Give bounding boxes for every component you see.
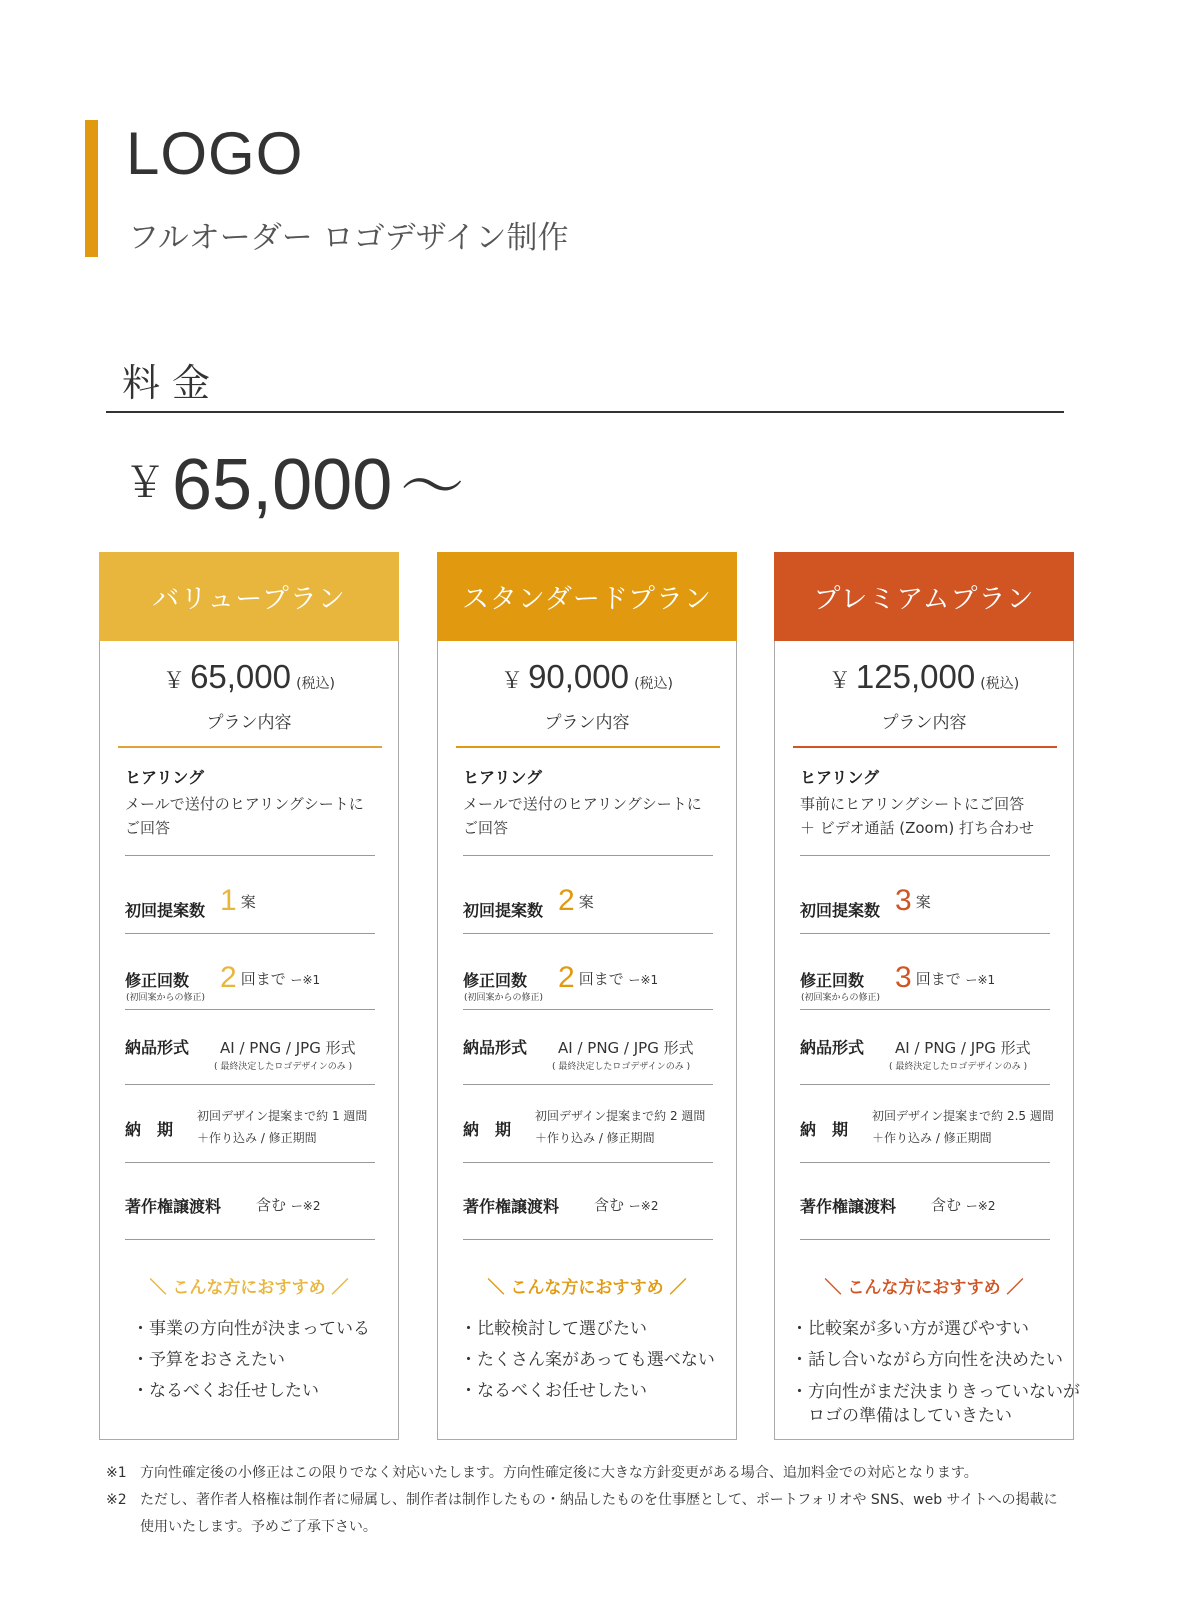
copyright-value: 含む ー※2 — [931, 1196, 996, 1214]
recommend-title: ＼ こんな方におすすめ ／ — [824, 1278, 1024, 1298]
revisions-count: 2 — [558, 961, 575, 994]
footnote-2-cont: 使用いたします。予めご了承下さい。 — [140, 1519, 377, 1535]
recommend-item: ・事業の方向性が決まっている — [132, 1319, 370, 1339]
format-value: AI / PNG / JPG 形式 — [220, 1039, 356, 1057]
plan-name: プレミアムプラン — [774, 552, 1074, 641]
plan-card-premium — [774, 552, 1080, 1440]
delivery-line-2: ＋作り込み / 修正期間 — [197, 1131, 317, 1145]
hearing-line-1: 事前にヒアリングシートにご回答 — [800, 795, 1025, 813]
hearing-label: ヒアリング — [125, 768, 205, 787]
row-divider — [800, 855, 1050, 856]
recommend-item: ・たくさん案があっても選べない — [460, 1350, 715, 1370]
copyright-label: 著作権譲渡料 — [800, 1197, 897, 1216]
row-divider — [125, 1239, 375, 1240]
starting-price — [124, 436, 464, 528]
hearing-line-1: メールで送付のヒアリングシートに — [463, 795, 702, 813]
recommend-item: ・予算をおさえたい — [132, 1350, 285, 1370]
hearing-line-1: メールで送付のヒアリングシートに — [125, 795, 364, 813]
proposals-label: 初回提案数 — [800, 901, 881, 920]
plan-price: ￥ 65,000 (税込) — [162, 658, 336, 695]
delivery-line-1: 初回デザイン提案まで約 2 週間 — [535, 1109, 706, 1123]
row-divider — [463, 855, 713, 856]
copyright-value: 含む ー※2 — [594, 1196, 659, 1214]
delivery-label: 納 期 — [800, 1120, 849, 1139]
proposals-label: 初回提案数 — [463, 901, 544, 920]
format-label: 納品形式 — [125, 1038, 190, 1057]
page-subtitle: フルオーダー ロゴデザイン制作 — [128, 220, 569, 256]
proposals-count: 2 — [558, 884, 575, 917]
proposals-value: 3 案 — [895, 884, 931, 917]
recommend-item: ・比較検討して選びたい — [460, 1319, 647, 1339]
recommend-title: ＼ こんな方におすすめ ／ — [487, 1278, 687, 1298]
revisions-count: 2 — [220, 961, 237, 994]
footnote-2: ※2 ただし、著作者人格権は制作者に帰属し、制作者は制作したもの・納品したものを仕事歴として、ポートフォリオや SNS、web サイトへの掲載に — [106, 1492, 1058, 1508]
hearing-line-2: ＋ ビデオ通話 (Zoom) 打ち合わせ — [800, 819, 1034, 837]
page-title: LOGO — [126, 120, 304, 187]
format-note: ( 最終決定したロゴデザインのみ ) — [889, 1062, 1028, 1072]
price-tilde: 〜 — [400, 451, 465, 525]
row-divider — [125, 1009, 375, 1010]
plan-name: バリュープラン — [99, 552, 399, 641]
section-divider — [106, 411, 1064, 413]
delivery-label: 納 期 — [125, 1120, 174, 1139]
plan-price-amount: 65,000 — [190, 658, 291, 695]
revisions-count: 3 — [895, 961, 912, 994]
section-title: 料金 — [122, 361, 223, 405]
plan-price: ￥ 90,000 (税込) — [500, 658, 674, 695]
row-divider — [463, 1239, 713, 1240]
plan-divider — [118, 746, 382, 748]
revisions-label: 修正回数 — [125, 971, 190, 990]
format-label: 納品形式 — [800, 1038, 865, 1057]
hearing-label: ヒアリング — [463, 768, 543, 787]
delivery-line-2: ＋作り込み / 修正期間 — [872, 1131, 992, 1145]
plan-contents-label: プラン内容 — [544, 713, 630, 733]
plan-card-value — [99, 552, 399, 1440]
revisions-note: (初回案からの修正) — [801, 993, 881, 1003]
row-divider — [800, 1162, 1050, 1163]
plan-contents-label: プラン内容 — [881, 713, 967, 733]
recommend-title: ＼ こんな方におすすめ ／ — [149, 1278, 349, 1298]
proposals-label: 初回提案数 — [125, 901, 206, 920]
footnote-1: ※1 方向性確定後の小修正はこの限りでなく対応いたします。方向性確定後に大きな方針変更がある場合、追加料金での対応となります。 — [106, 1465, 978, 1481]
format-value: AI / PNG / JPG 形式 — [558, 1039, 694, 1057]
row-divider — [463, 933, 713, 934]
delivery-line-1: 初回デザイン提案まで約 2.5 週間 — [872, 1109, 1054, 1123]
row-divider — [800, 1239, 1050, 1240]
accent-bar — [85, 120, 98, 257]
revisions-value: 3 回まで ー※1 — [895, 961, 996, 994]
proposals-value: 2 案 — [558, 884, 594, 917]
plan-price: ￥ 125,000 (税込) — [828, 658, 1020, 695]
delivery-line-1: 初回デザイン提案まで約 1 週間 — [197, 1109, 368, 1123]
delivery-label: 納 期 — [463, 1120, 512, 1139]
revisions-label: 修正回数 — [800, 971, 865, 990]
revisions-note: (初回案からの修正) — [126, 993, 206, 1003]
copyright-label: 著作権譲渡料 — [125, 1197, 222, 1216]
plan-price-amount: 125,000 — [855, 658, 976, 695]
row-divider — [800, 1084, 1050, 1085]
recommend-item: ・方向性がまだ決まりきっていないが — [791, 1382, 1080, 1402]
format-value: AI / PNG / JPG 形式 — [895, 1039, 1031, 1057]
plan-price-amount: 90,000 — [528, 658, 629, 695]
row-divider — [463, 1084, 713, 1085]
format-note: ( 最終決定したロゴデザインのみ ) — [552, 1062, 691, 1072]
recommend-item: ・比較案が多い方が選びやすい — [791, 1319, 1029, 1339]
plan-contents-label: プラン内容 — [206, 713, 292, 733]
proposals-value: 1 案 — [220, 884, 256, 917]
proposals-count: 3 — [895, 884, 912, 917]
plan-divider — [456, 746, 720, 748]
yen-sign: ￥ — [124, 458, 167, 507]
delivery-line-2: ＋作り込み / 修正期間 — [535, 1131, 655, 1145]
copyright-value: 含む ー※2 — [256, 1196, 321, 1214]
row-divider — [125, 1084, 375, 1085]
format-note: ( 最終決定したロゴデザインのみ ) — [214, 1062, 353, 1072]
row-divider — [125, 855, 375, 856]
revisions-note: (初回案からの修正) — [464, 993, 544, 1003]
revisions-value: 2 回まで ー※1 — [558, 961, 659, 994]
recommend-item: ・なるべくお任せしたい — [132, 1381, 319, 1401]
row-divider — [463, 1162, 713, 1163]
row-divider — [800, 1009, 1050, 1010]
starting-price-amount: 65,000 — [172, 445, 393, 525]
revisions-label: 修正回数 — [463, 971, 528, 990]
hearing-line-2: ご回答 — [125, 819, 171, 837]
format-label: 納品形式 — [463, 1038, 528, 1057]
recommend-item: ロゴの準備はしていきたい — [791, 1406, 1012, 1426]
copyright-label: 著作権譲渡料 — [463, 1197, 560, 1216]
revisions-value: 2 回まで ー※1 — [220, 961, 321, 994]
plan-name: スタンダードプラン — [437, 552, 737, 641]
row-divider — [463, 1009, 713, 1010]
recommend-item: ・なるべくお任せしたい — [460, 1381, 647, 1401]
plan-divider — [793, 746, 1057, 748]
row-divider — [125, 1162, 375, 1163]
plan-card-standard — [437, 552, 737, 1440]
row-divider — [125, 933, 375, 934]
hearing-label: ヒアリング — [800, 768, 880, 787]
hearing-line-2: ご回答 — [463, 819, 509, 837]
proposals-count: 1 — [220, 884, 237, 917]
recommend-item: ・話し合いながら方向性を決めたい — [791, 1350, 1063, 1370]
row-divider — [800, 933, 1050, 934]
